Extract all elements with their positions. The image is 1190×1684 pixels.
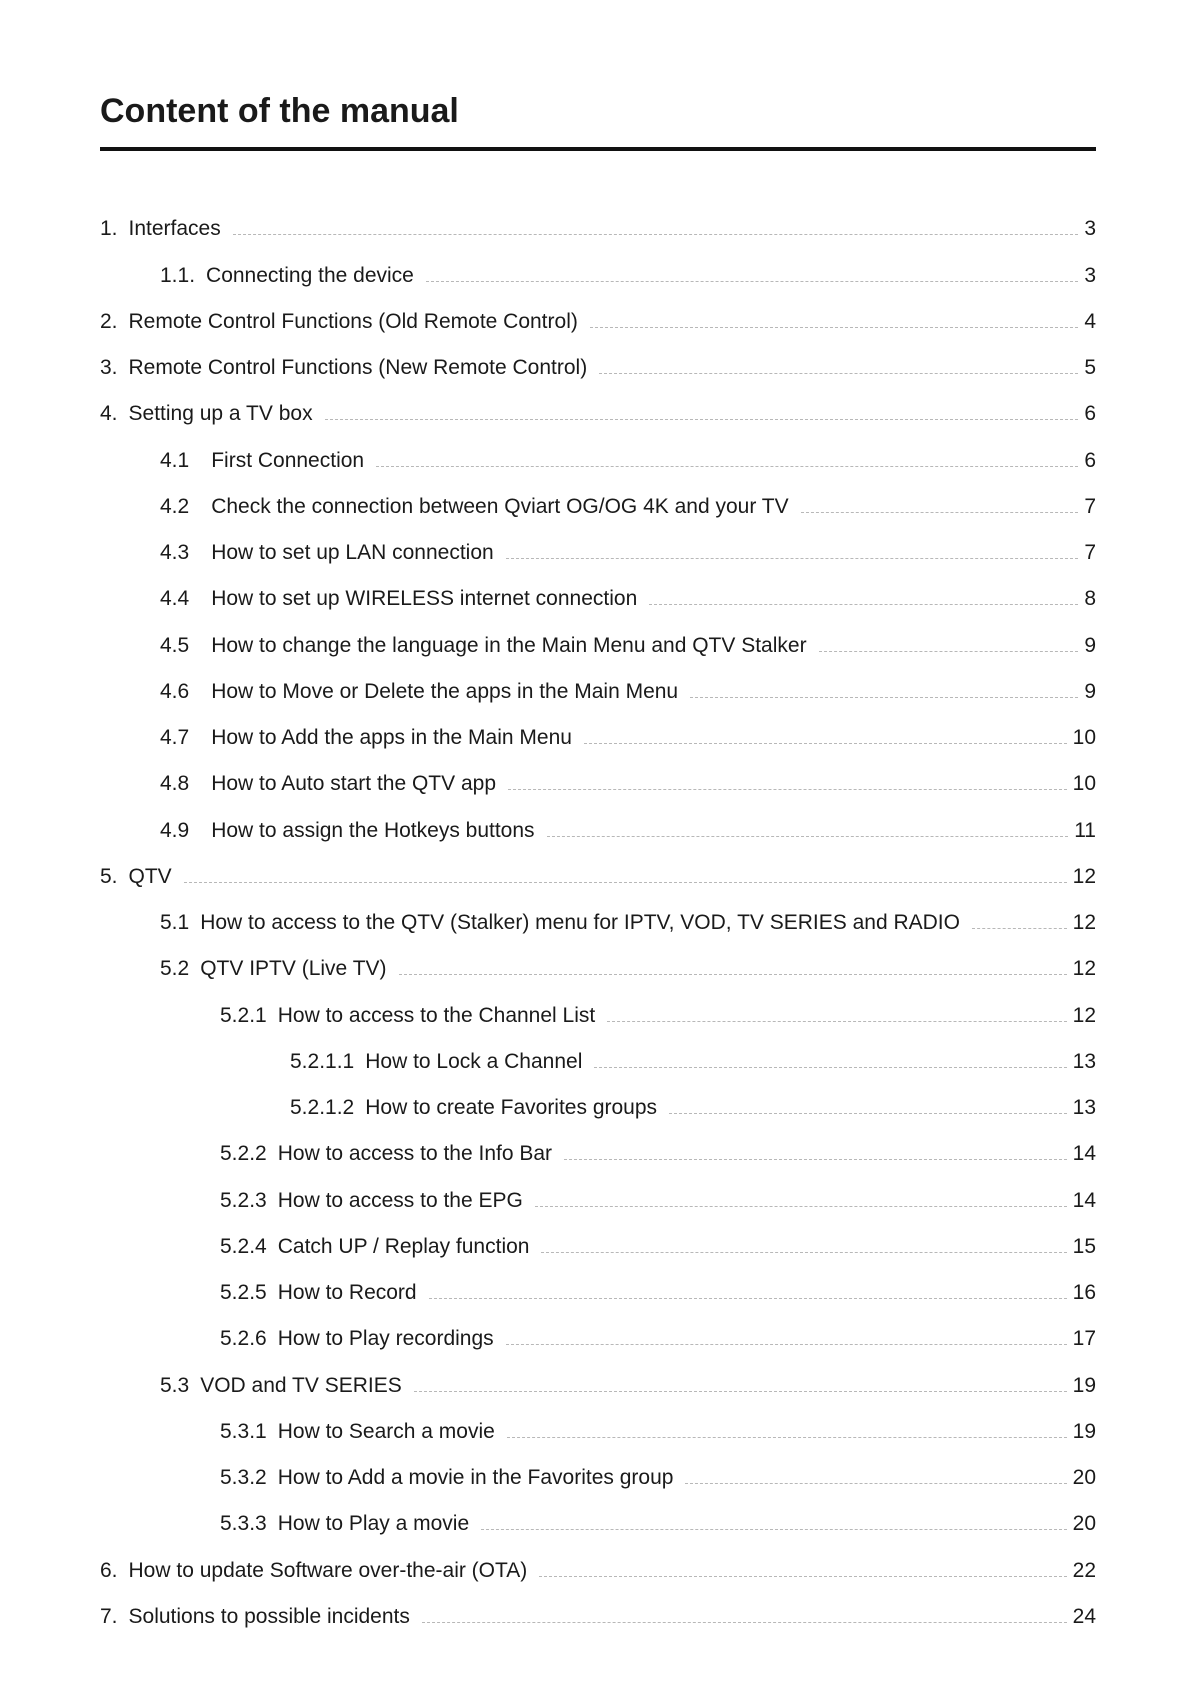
toc-entry-number: 5. xyxy=(100,864,118,888)
dot-leader xyxy=(399,974,1067,975)
toc-entry-title: QTV xyxy=(128,864,172,888)
toc-entry-number: 5.2.1.1 xyxy=(290,1049,355,1073)
toc-entry[interactable] xyxy=(100,1259,1096,1305)
toc-entry[interactable] xyxy=(100,1351,1096,1397)
toc-entry-title: How to set up WIRELESS internet connection xyxy=(211,587,638,611)
dot-leader xyxy=(184,882,1067,883)
dot-leader xyxy=(669,1113,1067,1114)
toc-entry-page: 17 xyxy=(1072,1327,1096,1351)
toc-entry-number: 5.1 xyxy=(160,911,190,934)
toc-entry[interactable] xyxy=(100,473,1096,519)
toc-entry-number: 5.3.1 xyxy=(220,1419,267,1443)
toc-entry-number: 4.8 xyxy=(160,772,190,796)
toc-entry[interactable] xyxy=(100,981,1096,1027)
toc-entry[interactable] xyxy=(100,658,1096,704)
dot-leader xyxy=(535,1206,1067,1207)
dot-leader xyxy=(564,1159,1067,1160)
toc-entry-title: How to Play a movie xyxy=(277,1512,470,1536)
toc-entry-title: How to assign the Hotkeys buttons xyxy=(211,818,535,842)
toc-entry-number: 5.2.5 xyxy=(220,1281,267,1304)
toc-entry-page: 12 xyxy=(1072,957,1096,981)
toc-entry-number: 5.2.4 xyxy=(220,1234,267,1258)
toc-entry[interactable] xyxy=(100,1166,1096,1212)
toc-entry-page: 16 xyxy=(1072,1281,1096,1304)
page-title: Content of the manual xyxy=(100,92,459,130)
toc-entry[interactable] xyxy=(100,750,1096,796)
dot-leader xyxy=(422,1622,1067,1623)
toc-entry-title: Remote Control Functions (Old Remote Control) xyxy=(128,309,578,333)
dot-leader xyxy=(607,1021,1066,1022)
dot-leader xyxy=(325,419,1078,420)
toc-entry-title: How to access to the EPG xyxy=(277,1188,523,1212)
toc-entry-page: 6 xyxy=(1084,402,1096,426)
toc-entry-number: 5.2.3 xyxy=(220,1188,267,1212)
toc-entry-page: 11 xyxy=(1074,818,1096,842)
toc-entry-page: 3 xyxy=(1084,217,1096,241)
toc-entry-page: 19 xyxy=(1072,1373,1096,1397)
toc-entry-title: How to set up LAN connection xyxy=(211,541,494,564)
dot-leader xyxy=(506,1344,1067,1345)
dot-leader xyxy=(801,512,1078,513)
toc-entry-page: 5 xyxy=(1084,356,1096,379)
toc-entry-page: 15 xyxy=(1072,1234,1096,1258)
toc-entry-number: 5.3.3 xyxy=(220,1512,267,1536)
dot-leader xyxy=(594,1067,1066,1068)
toc-entry-page: 14 xyxy=(1072,1188,1096,1212)
toc-entry-title: How to Auto start the QTV app xyxy=(211,772,497,796)
toc-entry-number: 4.6 xyxy=(160,679,190,703)
toc-entry-page: 24 xyxy=(1072,1604,1096,1628)
toc-entry-page: 7 xyxy=(1084,494,1096,518)
toc-entry-number: 4.2 xyxy=(160,494,190,518)
toc-entry-title: How to access to the Channel List xyxy=(277,1003,596,1027)
toc-entry[interactable] xyxy=(100,1028,1096,1074)
dot-leader xyxy=(819,651,1078,652)
toc-entry-page: 3 xyxy=(1084,263,1096,287)
toc-entry-number: 5.2.6 xyxy=(220,1327,267,1351)
toc-entry-title: How to Record xyxy=(277,1281,417,1304)
toc-entry-number: 5.3 xyxy=(160,1373,190,1397)
toc-entry[interactable] xyxy=(100,611,1096,657)
dot-leader xyxy=(508,789,1067,790)
toc-entry-number: 4.4 xyxy=(160,587,190,611)
toc-entry-page: 12 xyxy=(1072,1003,1096,1027)
toc-entry-page: 12 xyxy=(1072,864,1096,888)
dot-leader xyxy=(426,281,1078,282)
toc-entry-page: 12 xyxy=(1072,911,1096,934)
toc-entry-title: QTV IPTV (Live TV) xyxy=(200,957,387,981)
toc-entry[interactable] xyxy=(100,889,1096,935)
toc-entry[interactable] xyxy=(100,380,1096,426)
toc-entry-number: 4.5 xyxy=(160,633,190,657)
toc-entry-number: 1. xyxy=(100,217,118,241)
dot-leader xyxy=(685,1483,1066,1484)
dot-leader xyxy=(649,604,1078,605)
toc-entry-title: Catch UP / Replay function xyxy=(277,1234,530,1258)
toc-entry[interactable] xyxy=(100,1536,1096,1582)
toc-entry-title: How to change the language in the Main Menu and QTV Stalker xyxy=(211,633,807,657)
toc-entry-page: 13 xyxy=(1072,1096,1096,1119)
dot-leader xyxy=(233,234,1078,235)
toc-entry-page: 10 xyxy=(1072,772,1096,796)
toc-entry-title: How to Move or Delete the apps in the Main Menu xyxy=(211,679,679,703)
toc-entry-number: 4.7 xyxy=(160,726,190,749)
toc-entry[interactable] xyxy=(100,519,1096,565)
toc-entry-page: 20 xyxy=(1072,1512,1096,1536)
table-of-contents xyxy=(100,195,1096,1629)
toc-entry-title: Check the connection between Qviart OG/OG 4K and your TV xyxy=(211,494,789,518)
toc-entry-page: 8 xyxy=(1084,587,1096,611)
dot-leader xyxy=(599,373,1078,374)
toc-entry[interactable] xyxy=(100,241,1096,287)
toc-entry-title: VOD and TV SERIES xyxy=(200,1373,402,1397)
toc-entry-title: Solutions to possible incidents xyxy=(128,1604,410,1628)
toc-entry[interactable] xyxy=(100,1583,1096,1629)
toc-entry-number: 3. xyxy=(100,356,118,379)
toc-entry[interactable] xyxy=(100,1120,1096,1166)
title-divider xyxy=(100,147,1096,151)
toc-entry-page: 10 xyxy=(1072,726,1096,749)
toc-entry-number: 4.1 xyxy=(160,448,190,472)
toc-entry-title: Remote Control Functions (New Remote Control) xyxy=(128,356,588,379)
toc-entry-page: 14 xyxy=(1072,1142,1096,1166)
dot-leader xyxy=(429,1298,1067,1299)
toc-entry[interactable] xyxy=(100,1074,1096,1120)
toc-entry-number: 4.3 xyxy=(160,541,190,564)
dot-leader xyxy=(690,697,1078,698)
toc-entry-title: How to Add the apps in the Main Menu xyxy=(211,726,572,749)
toc-entry-page: 9 xyxy=(1084,679,1096,703)
toc-entry-title: First Connection xyxy=(211,448,365,472)
toc-entry[interactable] xyxy=(100,565,1096,611)
toc-entry[interactable] xyxy=(100,426,1096,472)
dot-leader xyxy=(541,1252,1066,1253)
toc-entry-page: 6 xyxy=(1084,448,1096,472)
toc-entry[interactable] xyxy=(100,1444,1096,1490)
toc-entry-page: 22 xyxy=(1072,1558,1096,1582)
toc-entry-number: 5.2.1 xyxy=(220,1003,267,1027)
toc-entry[interactable] xyxy=(100,195,1096,241)
dot-leader xyxy=(507,1437,1067,1438)
toc-entry-number: 1.1. xyxy=(160,263,196,287)
toc-entry[interactable] xyxy=(100,1398,1096,1444)
toc-entry-title: Interfaces xyxy=(128,217,221,241)
toc-entry-number: 7. xyxy=(100,1604,118,1628)
dot-leader xyxy=(972,928,1067,929)
toc-entry-title: How to update Software over-the-air (OTA) xyxy=(128,1558,528,1582)
toc-entry[interactable] xyxy=(100,843,1096,889)
toc-entry[interactable] xyxy=(100,1213,1096,1259)
toc-entry-title: How to access to the Info Bar xyxy=(277,1142,553,1166)
toc-entry-title: How to access to the QTV (Stalker) menu for IPTV, VOD, TV SERIES and RADIO xyxy=(200,911,960,934)
toc-entry-number: 4.9 xyxy=(160,818,190,842)
toc-entry[interactable] xyxy=(100,935,1096,981)
toc-entry[interactable] xyxy=(100,334,1096,380)
toc-entry-page: 19 xyxy=(1072,1419,1096,1443)
toc-entry-title: How to Add a movie in the Favorites group xyxy=(277,1466,674,1489)
toc-entry-title: How to Lock a Channel xyxy=(365,1049,583,1073)
toc-entry-number: 5.2.2 xyxy=(220,1142,267,1166)
toc-entry-number: 4. xyxy=(100,402,118,426)
toc-entry-number: 2. xyxy=(100,309,118,333)
dot-leader xyxy=(539,1576,1066,1577)
toc-entry-title: Connecting the device xyxy=(206,263,414,287)
toc-entry[interactable] xyxy=(100,288,1096,334)
toc-entry[interactable] xyxy=(100,1490,1096,1536)
toc-entry-title: Setting up a TV box xyxy=(128,402,313,426)
toc-entry[interactable] xyxy=(100,1305,1096,1351)
dot-leader xyxy=(506,558,1078,559)
dot-leader xyxy=(376,466,1078,467)
dot-leader xyxy=(547,836,1069,837)
toc-entry-title: How to Search a movie xyxy=(277,1419,495,1443)
toc-entry-number: 5.2.1.2 xyxy=(290,1096,355,1119)
toc-entry-page: 13 xyxy=(1072,1049,1096,1073)
toc-entry-page: 20 xyxy=(1072,1466,1096,1489)
toc-entry-number: 5.3.2 xyxy=(220,1466,267,1489)
dot-leader xyxy=(481,1529,1067,1530)
dot-leader xyxy=(414,1391,1067,1392)
toc-entry[interactable] xyxy=(100,796,1096,842)
toc-entry-page: 4 xyxy=(1084,309,1096,333)
toc-entry[interactable] xyxy=(100,704,1096,750)
toc-entry-page: 7 xyxy=(1084,541,1096,564)
toc-entry-page: 9 xyxy=(1084,633,1096,657)
dot-leader xyxy=(584,743,1067,744)
dot-leader xyxy=(590,327,1078,328)
toc-entry-number: 6. xyxy=(100,1558,118,1582)
toc-entry-number: 5.2 xyxy=(160,957,190,981)
toc-entry-title: How to create Favorites groups xyxy=(365,1096,658,1119)
toc-entry-title: How to Play recordings xyxy=(277,1327,494,1351)
